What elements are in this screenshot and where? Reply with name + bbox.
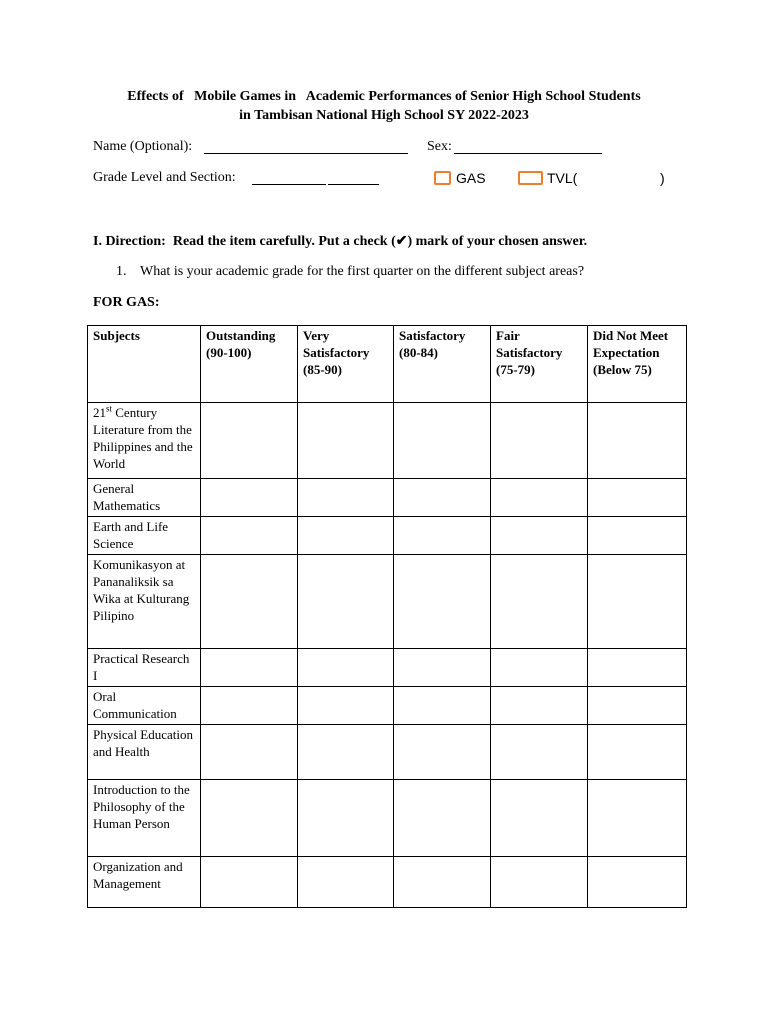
grade-cell-outstanding[interactable] xyxy=(201,725,298,780)
grade-cell-very-satisfactory[interactable] xyxy=(298,725,394,780)
grade-cell-fair-satisfactory[interactable] xyxy=(491,780,588,857)
name-label: Name (Optional): xyxy=(93,139,193,154)
grade-cell-satisfactory[interactable] xyxy=(394,479,491,517)
document-title-line-1: Effects of Mobile Games in Academic Performances of Senior High School Students xyxy=(127,89,641,104)
grade-cell-fair-satisfactory[interactable] xyxy=(491,687,588,725)
grade-cell-very-satisfactory[interactable] xyxy=(298,687,394,725)
table-row xyxy=(88,687,687,725)
table-row xyxy=(88,517,687,555)
subject-cell: 21st Century Literature from the Philippines and the World xyxy=(88,403,201,479)
subject-cell: Earth and Life Science xyxy=(88,517,201,555)
grade-cell-did-not-meet[interactable] xyxy=(588,403,687,479)
header-did-not-meet: Did Not Meet Expectation (Below 75) xyxy=(588,326,687,403)
sex-label: Sex: xyxy=(427,139,452,154)
header-very-satisfactory: Very Satisfactory (85-90) xyxy=(298,326,394,403)
document-title-line-2: in Tambisan National High School SY 2022-2023 xyxy=(239,108,529,123)
grade-cell-outstanding[interactable] xyxy=(201,857,298,908)
grade-cell-fair-satisfactory[interactable] xyxy=(491,403,588,479)
grade-cell-very-satisfactory[interactable] xyxy=(298,780,394,857)
header-subjects: Subjects xyxy=(88,326,201,403)
grade-cell-very-satisfactory[interactable] xyxy=(298,403,394,479)
table-row xyxy=(88,725,687,780)
grade-cell-did-not-meet[interactable] xyxy=(588,725,687,780)
tvl-option-close: ) xyxy=(660,170,665,186)
name-blank[interactable] xyxy=(204,153,408,154)
sex-blank[interactable] xyxy=(454,153,602,154)
table-row xyxy=(88,857,687,908)
grade-cell-did-not-meet[interactable] xyxy=(588,649,687,687)
grade-cell-fair-satisfactory[interactable] xyxy=(491,517,588,555)
grade-cell-fair-satisfactory[interactable] xyxy=(491,857,588,908)
subject-cell: Introduction to the Philosophy of the Human Person xyxy=(88,780,201,857)
grade-cell-outstanding[interactable] xyxy=(201,780,298,857)
grade-cell-fair-satisfactory[interactable] xyxy=(491,725,588,780)
table-row xyxy=(88,555,687,649)
subject-cell: Organization and Management xyxy=(88,857,201,908)
grade-cell-outstanding[interactable] xyxy=(201,517,298,555)
table-row xyxy=(88,479,687,517)
header-outstanding: Outstanding (90-100) xyxy=(201,326,298,403)
grade-cell-fair-satisfactory[interactable] xyxy=(491,649,588,687)
subject-cell: Physical Education and Health xyxy=(88,725,201,780)
grade-cell-satisfactory[interactable] xyxy=(394,403,491,479)
grade-cell-outstanding[interactable] xyxy=(201,687,298,725)
grade-cell-satisfactory[interactable] xyxy=(394,780,491,857)
subject-cell: Practical Research I xyxy=(88,649,201,687)
grade-cell-fair-satisfactory[interactable] xyxy=(491,479,588,517)
gas-option-label: GAS xyxy=(456,170,486,186)
grades-table xyxy=(87,325,687,908)
grade-cell-did-not-meet[interactable] xyxy=(588,857,687,908)
grade-cell-satisfactory[interactable] xyxy=(394,649,491,687)
header-satisfactory: Satisfactory (80-84) xyxy=(394,326,491,403)
gas-checkbox[interactable] xyxy=(434,171,451,185)
grade-cell-very-satisfactory[interactable] xyxy=(298,517,394,555)
question-number: 1. xyxy=(116,264,127,279)
grade-cell-very-satisfactory[interactable] xyxy=(298,857,394,908)
section-blank[interactable] xyxy=(328,184,379,185)
tvl-checkbox[interactable] xyxy=(518,171,543,185)
grade-cell-very-satisfactory[interactable] xyxy=(298,649,394,687)
direction-text: I. Direction: Read the item carefully. Put a check (✔) mark of your chosen answer. xyxy=(93,234,588,249)
section-label-gas: FOR GAS: xyxy=(93,295,160,310)
grade-cell-outstanding[interactable] xyxy=(201,403,298,479)
subject-cell: General Mathematics xyxy=(88,479,201,517)
table-header-row xyxy=(88,326,687,403)
grade-cell-did-not-meet[interactable] xyxy=(588,479,687,517)
grade-cell-did-not-meet[interactable] xyxy=(588,555,687,649)
grade-cell-fair-satisfactory[interactable] xyxy=(491,555,588,649)
subject-cell: Oral Communication xyxy=(88,687,201,725)
question-text: What is your academic grade for the first quarter on the different subject areas? xyxy=(140,264,585,279)
grade-cell-outstanding[interactable] xyxy=(201,555,298,649)
grade-cell-outstanding[interactable] xyxy=(201,649,298,687)
grade-cell-very-satisfactory[interactable] xyxy=(298,479,394,517)
table-row xyxy=(88,649,687,687)
grade-cell-very-satisfactory[interactable] xyxy=(298,555,394,649)
table-row xyxy=(88,780,687,857)
grade-cell-satisfactory[interactable] xyxy=(394,725,491,780)
grade-cell-satisfactory[interactable] xyxy=(394,555,491,649)
grade-cell-satisfactory[interactable] xyxy=(394,687,491,725)
grade-level-label: Grade Level and Section: xyxy=(93,170,236,185)
grade-cell-did-not-meet[interactable] xyxy=(588,517,687,555)
grade-cell-did-not-meet[interactable] xyxy=(588,780,687,857)
header-fair-satisfactory: Fair Satisfactory (75-79) xyxy=(491,326,588,403)
tvl-option-label: TVL( xyxy=(547,170,578,186)
grade-cell-did-not-meet[interactable] xyxy=(588,687,687,725)
grade-level-blank[interactable] xyxy=(252,184,326,185)
table-row xyxy=(88,403,687,479)
grade-cell-satisfactory[interactable] xyxy=(394,517,491,555)
grade-cell-outstanding[interactable] xyxy=(201,479,298,517)
subject-cell: Komunikasyon at Pananaliksik sa Wika at Kulturang Pilipino xyxy=(88,555,201,649)
grade-cell-satisfactory[interactable] xyxy=(394,857,491,908)
